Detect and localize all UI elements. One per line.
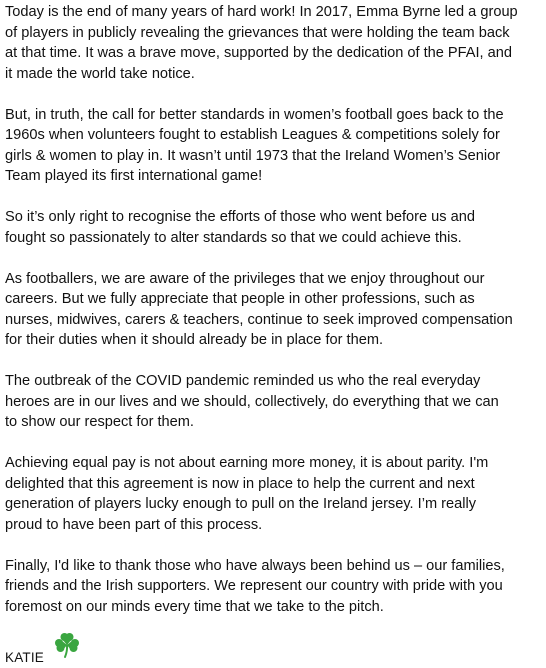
paragraph-line: proud to have been part of this process.	[5, 516, 263, 533]
paragraph-line: foremost on our minds every time that we take to the pitch.	[5, 598, 384, 615]
paragraph-line: heroes are in our lives and we should, collectively, do everything that we can	[5, 393, 499, 410]
paragraph-line: Today is the end of many years of hard work! In 2017, Emma Byrne led a group	[5, 4, 518, 20]
paragraph-line: of players in publicly revealing the grievances that were holding the team back	[5, 24, 510, 41]
paragraph-line: Finally, I'd like to thank those who have always been behind us – our families,	[5, 557, 505, 574]
paragraph-line: So it’s only right to recognise the efforts of those who went before us and	[5, 209, 475, 225]
paragraph-line: generation of players lucky enough to pull on the Ireland jersey. I’m really	[5, 496, 477, 512]
paragraph-6	[5, 453, 541, 535]
document-body	[5, 2, 541, 668]
paragraph-line: at that time. It was a brave move, supported by the dedication of the PFAI, and	[5, 45, 513, 61]
paragraph-line: The outbreak of the COVID pandemic reminded us who the real everyday	[5, 373, 481, 389]
shamrock-icon	[52, 630, 82, 660]
paragraph-line: careers. But we fully appreciate that people in other professions, such as	[5, 291, 475, 307]
paragraph-line: friends and the Irish supporters. We represent our country with pride with you	[5, 578, 503, 594]
signature: KATIE	[5, 649, 45, 665]
paragraph-line: Achieving equal pay is not about earning more money, it is about parity. I'm	[5, 455, 489, 471]
paragraph-line: for their duties when it should already be in place for them.	[5, 332, 384, 348]
paragraph-3	[5, 207, 541, 248]
paragraph-5	[5, 371, 541, 433]
paragraph-line: delighted that this agreement is now in place to help the current and next	[5, 475, 475, 492]
paragraph-line: But, in truth, the call for better standards in women’s football goes back to the	[5, 106, 504, 123]
paragraph-2	[5, 105, 541, 187]
paragraph-1	[5, 2, 541, 84]
paragraph-7	[5, 556, 541, 618]
paragraph-4	[5, 269, 541, 351]
paragraph-line: fought so passionately to alter standards so that we could achieve this.	[5, 229, 462, 246]
paragraph-line: girls & women to play in. It wasn’t until 1973 that the Ireland Women’s Senior	[5, 147, 501, 164]
signoff	[5, 638, 541, 668]
paragraph-line: nurses, midwives, carers & teachers, continue to seek improved compensation	[5, 311, 513, 328]
paragraph-line: As footballers, we are aware of the privileges that we enjoy throughout our	[5, 270, 485, 287]
paragraph-line: to show our respect for them.	[5, 414, 194, 430]
paragraph-line: Team played its first international game!	[5, 168, 263, 184]
paragraph-line: it made the world take notice.	[5, 65, 195, 82]
paragraph-line: 1960s when volunteers fought to establish Leagues & competitions solely for	[5, 127, 500, 143]
